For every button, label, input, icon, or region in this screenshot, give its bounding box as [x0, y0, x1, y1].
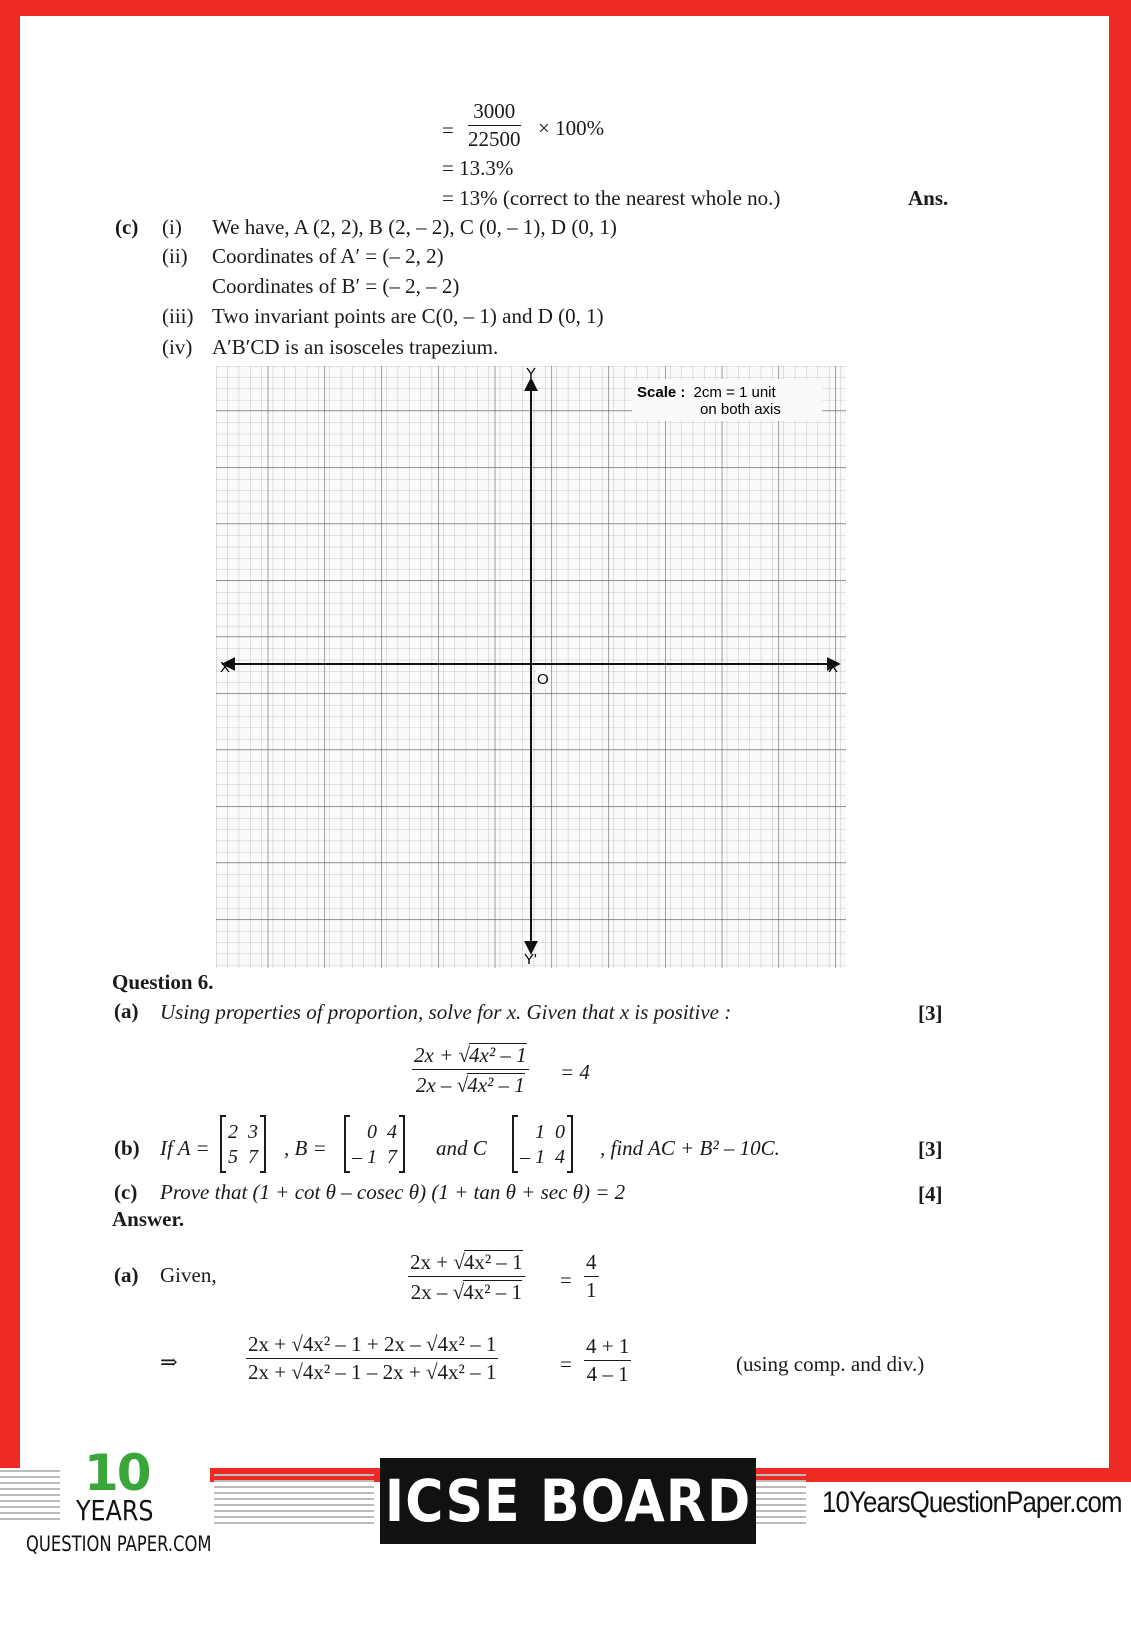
part-c-i-text: We have, A (2, 2), B (2, – 2), C (0, – 1), D (0, 1) — [212, 215, 617, 239]
answer-a-label: (a) — [114, 1263, 139, 1287]
red-frame-left — [0, 0, 20, 1468]
implies-arrow: ⇒ — [160, 1350, 178, 1374]
answer-given: Given, — [160, 1263, 217, 1287]
q6-b-label: (b) — [114, 1136, 140, 1160]
part-c-iii-num: (iii) — [162, 304, 194, 328]
part-c-label: (c) — [115, 215, 139, 239]
percent-fraction: $\frac{3000}{22500}$ — [468, 99, 521, 151]
matrix-a: 2 3 5 7 — [220, 1115, 266, 1173]
y-axis-top-label: Y — [526, 366, 537, 382]
q6-c-marks: [4] — [918, 1182, 943, 1206]
part-c-ii-text-2: Coordinates of B′ = (– 2, – 2) — [212, 274, 460, 298]
coordinate-graph — [216, 366, 846, 968]
q6-c-label: (c) — [114, 1180, 138, 1204]
logo-number: 10 — [84, 1444, 150, 1502]
answer-title: Answer. — [112, 1207, 185, 1231]
equals-sign: = — [442, 118, 454, 142]
q6-b-if: If A = — [160, 1136, 210, 1160]
q6-a-text: Using properties of proportion, solve for x. Given that x is positive : — [160, 1000, 732, 1024]
q6-a-rhs: = 4 — [560, 1060, 590, 1084]
q6-c-text: Prove that (1 + cot θ – cosec θ) (1 + tan θ + sec θ) = 2 — [160, 1180, 626, 1204]
origin-label: O — [537, 671, 549, 688]
matrix-b: 0 4 – 1 7 — [344, 1115, 405, 1173]
q6-b-B: , B = — [284, 1136, 327, 1160]
logo-years: YEARS — [76, 1494, 154, 1527]
calc-line-2: = 13.3% — [442, 156, 514, 180]
question-6-title: Question 6. — [112, 970, 214, 994]
q6-b-find: , find AC + B² – 10C. — [600, 1136, 780, 1160]
part-c-iii-text: Two invariant points are C(0, – 1) and D (0, 1) — [212, 304, 604, 328]
part-c-i-num: (i) — [162, 215, 182, 239]
red-frame-top — [0, 0, 1131, 16]
part-c-iv-text: A′B′CD is an isosceles trapezium. — [212, 335, 499, 359]
logo-site: QUESTION PAPER.COM — [26, 1532, 212, 1556]
answer-given-rhs: $\frac{4}{1}$ — [586, 1250, 597, 1302]
ans-label: Ans. — [908, 186, 949, 210]
q6-a-marks: [3] — [918, 1001, 943, 1025]
q6-b-marks: [3] — [918, 1137, 943, 1161]
calc-line-3: = 13% (correct to the nearest whole no.) — [442, 186, 781, 210]
scale-value: 2cm = 1 unit — [693, 384, 776, 401]
comp-div-note: (using comp. and div.) — [736, 1352, 925, 1376]
red-frame-right — [1109, 0, 1131, 1468]
part-c-iv-num: (iv) — [162, 335, 193, 359]
footer-stripes-right — [756, 1474, 806, 1524]
x-axis-right-label: X — [828, 659, 839, 676]
footer-stripes-left — [0, 1470, 60, 1520]
part-c-ii-text: Coordinates of A′ = (– 2, 2) — [212, 244, 444, 268]
q6-a-equation: $\frac{\text{2x + √4x² – 1}}{\text{2x – √4x² – 1}}$ — [414, 1043, 527, 1097]
answer-given-lhs: $\frac{\text{2x + √4x² – 1}}{\text{2x – √4x² – 1}}$ — [410, 1250, 523, 1304]
answer-given-eq: = — [560, 1268, 572, 1292]
scale-label: Scale : — [637, 384, 686, 401]
y-axis-bottom-label: Y' — [524, 951, 537, 968]
q6-b-andC: and C — [436, 1136, 487, 1160]
answer-step2-rhs: $\frac{4 + 1}{4 - 1}$ — [586, 1334, 630, 1386]
footer-website: 10YearsQuestionPaper.com — [822, 1486, 1122, 1519]
x-axis-left-label: X' — [220, 659, 233, 676]
part-c-ii-num: (ii) — [162, 244, 188, 268]
percent-tail: × 100% — [538, 116, 605, 140]
footer-stripes-mid — [214, 1474, 374, 1524]
answer-step2-eq: = — [560, 1352, 572, 1376]
scale-line-2: on both axis — [700, 401, 781, 418]
icse-board-banner: ICSE BOARD X — [380, 1458, 756, 1544]
matrix-c: 1 0 – 1 4 — [512, 1115, 573, 1173]
answer-step2-lhs: $\frac{\text{2x + √4x² – 1 + 2x – √4x² – 1}}{\text{2x + √4x² – 1 – 2x + √4x² – 1}}$ — [248, 1332, 497, 1384]
q6-a-label: (a) — [114, 999, 139, 1023]
svg-text:Scale : 2cm = 1 unit — [637, 384, 777, 401]
